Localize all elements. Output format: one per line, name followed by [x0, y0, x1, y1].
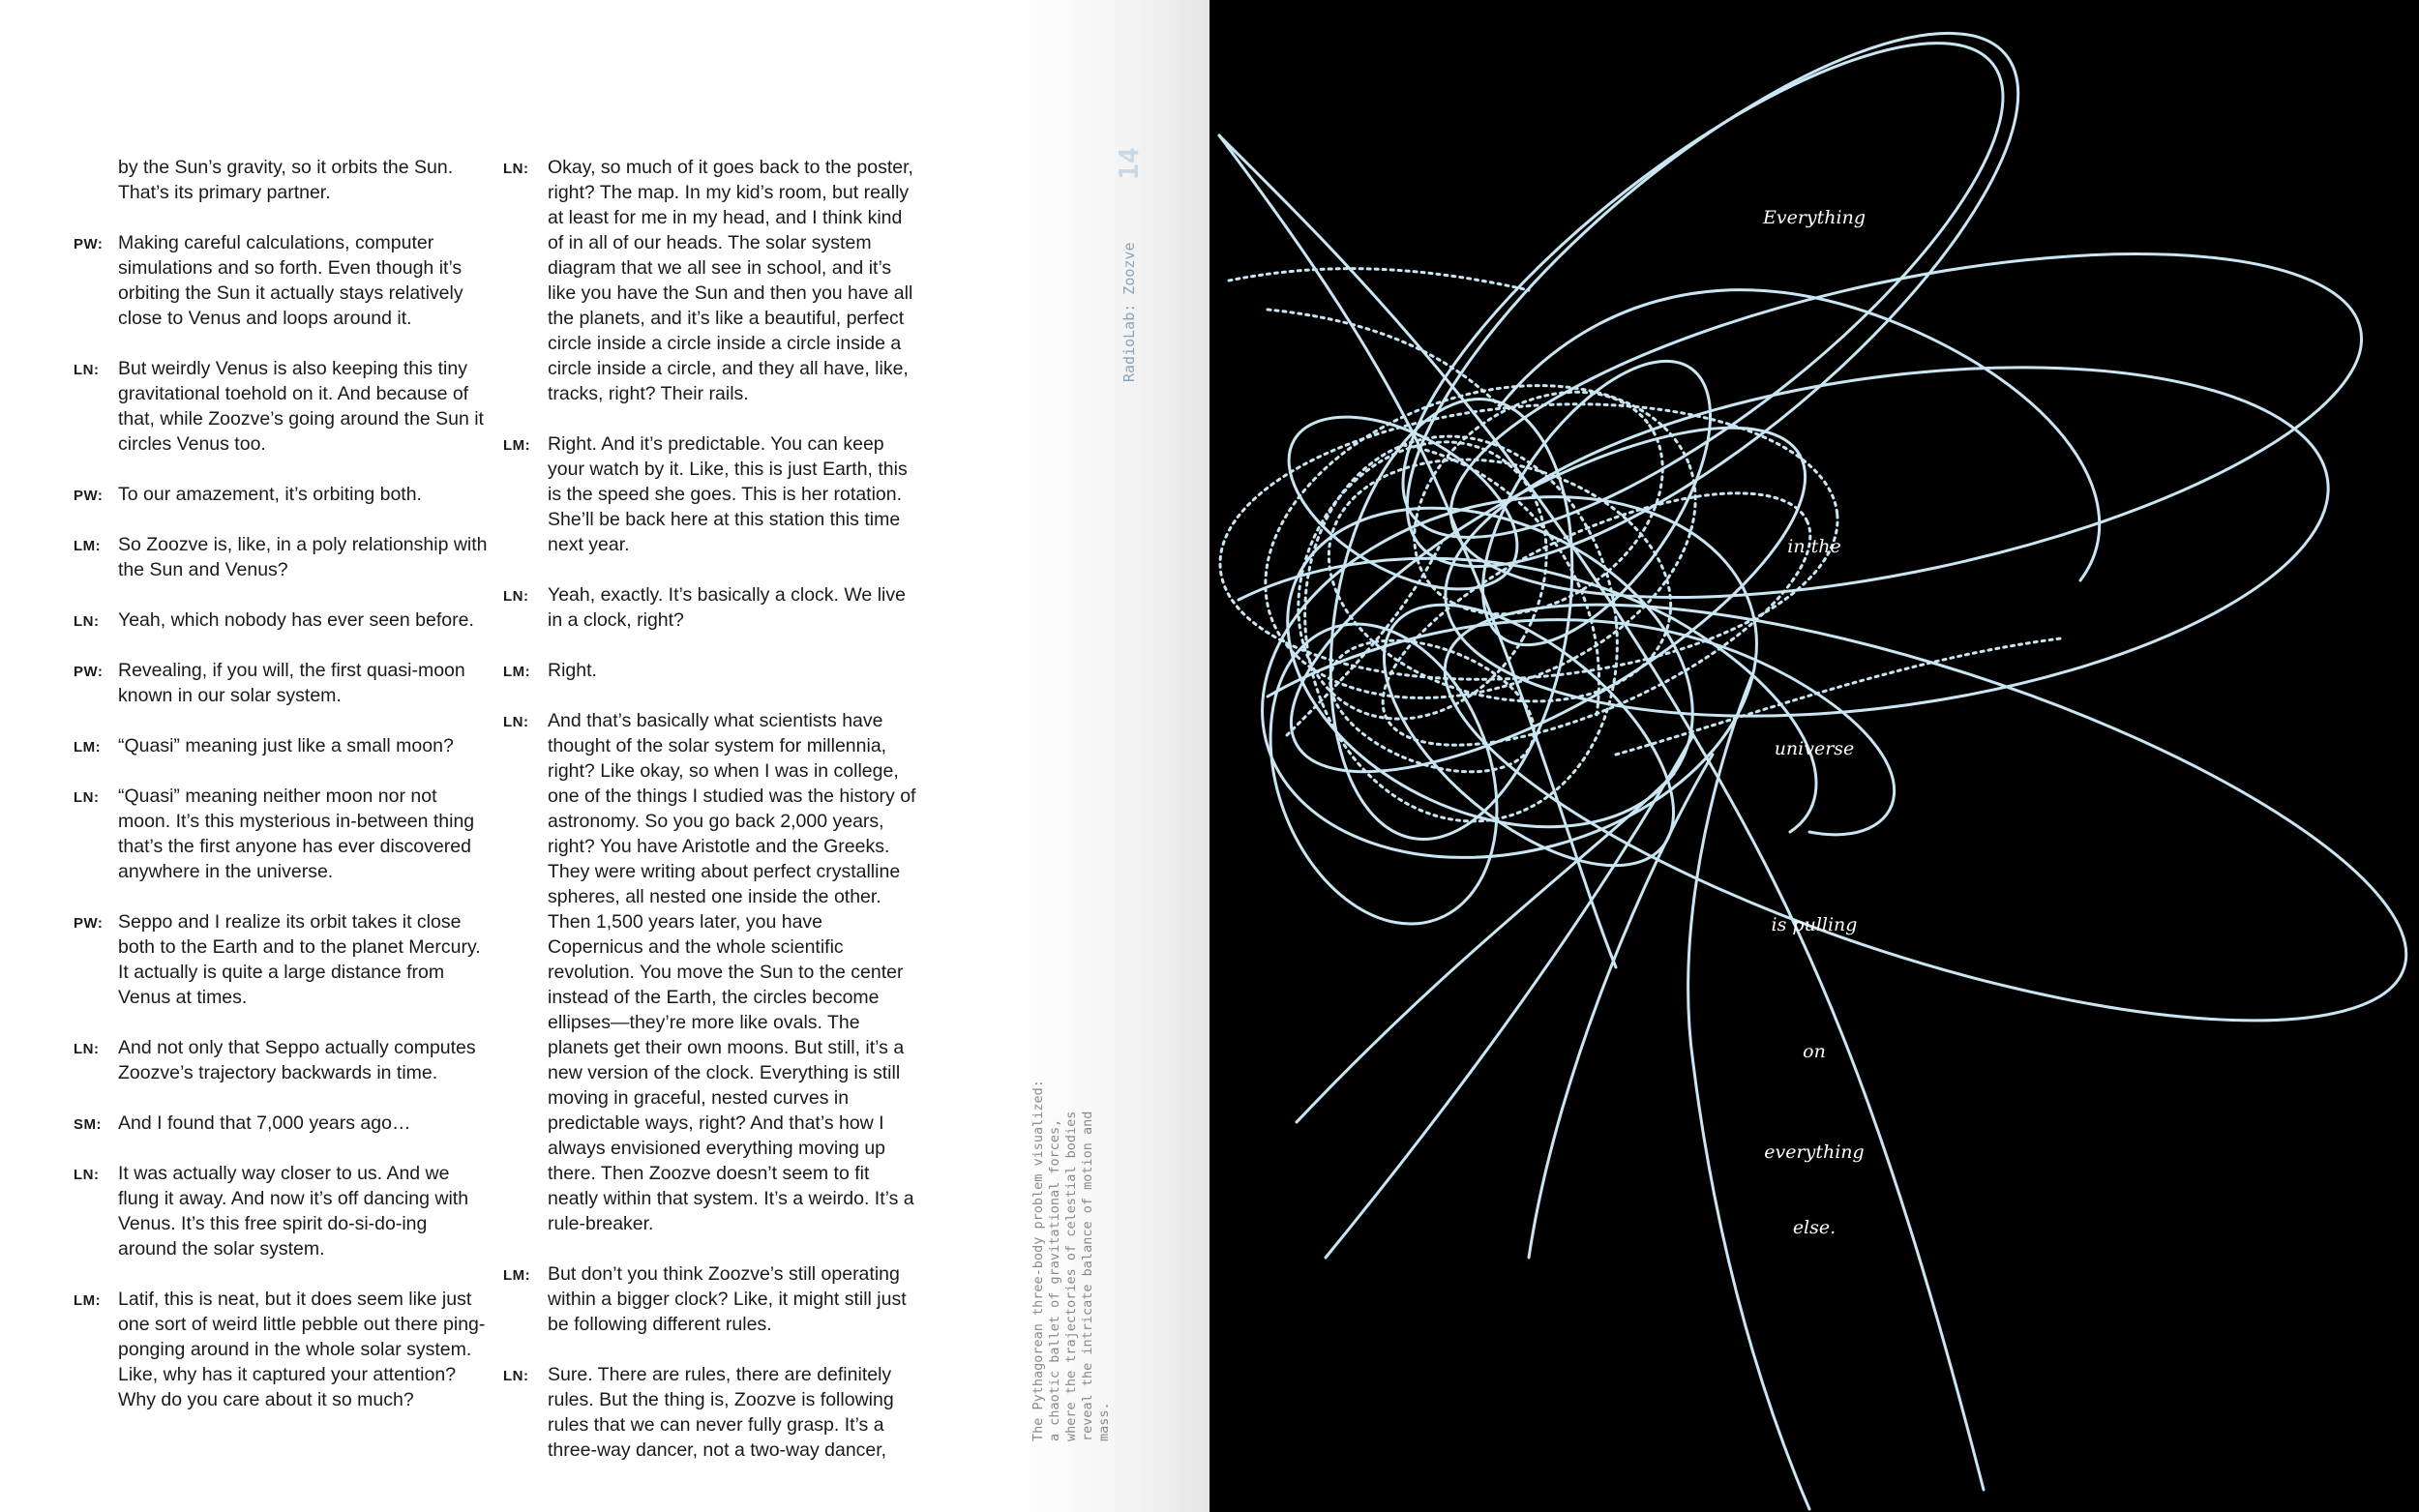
speaker-label: PW: — [74, 915, 104, 932]
orbit-loop — [1402, 519, 2419, 1107]
dialogue-text: Sure. There are rules, there are definitely rules. But the thing is, Zoozve is following rules that we can never fully grasp. It’s a three-way dancer, not a two-way dancer, — [548, 1364, 894, 1461]
dialogue-text: Right. — [548, 660, 597, 681]
transcript-turn — [74, 784, 490, 884]
transcript-turn — [503, 582, 919, 633]
dialogue-text: Making careful calculations, computer simulations and so forth. Even though it’s orbiting the Sun it actually stays relatively close to Venus and loops around it. — [118, 232, 463, 329]
poem-line: on — [1803, 1041, 1826, 1062]
dialogue-text: “Quasi” meaning neither moon nor not moon. It’s this mysterious in-between thing that’s the first anyone has ever discovered anywhere in the universe. — [118, 786, 475, 882]
dialogue-text: Seppo and I realize its orbit takes it close both to the Earth and to the planet Mercury. It actually is quite a large distance from Venus at times. — [118, 911, 481, 1008]
speaker-label: PW: — [74, 236, 104, 252]
dotted-orbit-path — [1268, 310, 1500, 406]
transcript-turn — [74, 356, 490, 457]
running-head: RadioLab: Zoozve — [1120, 242, 1138, 382]
dialogue-text: by the Sun’s gravity, so it orbits the Sun. That’s its primary partner. — [118, 157, 454, 203]
dialogue-text: To our amazement, it’s orbiting both. — [118, 484, 422, 505]
transcript-turn — [503, 1261, 919, 1337]
transcript-turn — [503, 1362, 919, 1463]
transcript-turn — [503, 431, 919, 557]
poem-line: else. — [1792, 1217, 1837, 1238]
dialogue-text: Yeah, which nobody has ever seen before. — [118, 609, 474, 631]
transcript-turn — [74, 658, 490, 708]
dotted-orbit-lines — [1210, 269, 2061, 846]
transcript-turn — [74, 155, 490, 205]
poem-line: universe — [1774, 738, 1855, 759]
orbit-loop — [1421, 187, 2390, 664]
page-number: 14 — [1113, 147, 1145, 180]
dialogue-text: Okay, so much of it goes back to the poster, right? The map. In my kid’s room, but really at least for me in my head, and I think kind of in all of our heads. The solar system diagram that we all see in school, and it’s like you have the Sun and then you have all the planets, and it’s like a beautiful, perfect circle inside a circle inside a circle inside a circle inside a circle, and they all have, like, tracks, right? Their rails. — [548, 157, 913, 404]
speaker-label: PW: — [74, 664, 104, 680]
dialogue-text: Latif, this is neat, but it does seem like just one sort of weird little pebble out there ping-ponging around in the whole solar system. Like, why has it captured your attention? Why do you care about it so much? — [118, 1289, 486, 1410]
dialogue-text: Revealing, if you will, the first quasi-moon known in our solar system. — [118, 660, 465, 706]
transcript-turn — [503, 658, 919, 683]
dialogue-text: But don’t you think Zoozve’s still operating within a bigger clock? Like, it might still just be following different rules. — [548, 1263, 907, 1335]
dialogue-text: Yeah, exactly. It’s basically a clock. We live in a clock, right? — [548, 584, 906, 631]
dialogue-text: But weirdly Venus is also keeping this tiny gravitational toehold on it. And because of that, while Zoozve’s going around the Sun it circles Venus too. — [118, 358, 484, 455]
dialogue-text: And I found that 7,000 years ago… — [118, 1112, 411, 1134]
speaker-label: SM: — [74, 1116, 102, 1133]
orbit-path — [1326, 735, 1693, 1258]
orbit-path — [1688, 677, 1809, 1509]
transcript-turn — [74, 230, 490, 331]
dialogue-text: Right. And it’s predictable. You can keep your watch by it. Like, this is just Earth, this is the speed she goes. This is her rotation. She’ll be back here at this station this time next year. — [548, 433, 908, 555]
speaker-label: LM: — [503, 437, 531, 454]
transcript-turn — [74, 1161, 490, 1261]
transcript-turn — [74, 1287, 490, 1412]
speaker-label: LN: — [74, 362, 100, 378]
speaker-label: PW: — [74, 488, 104, 504]
transcript-turn — [503, 708, 919, 1236]
speaker-label: LN: — [503, 1368, 529, 1384]
poem-line: in the — [1787, 536, 1841, 557]
speaker-label: LN: — [74, 1041, 100, 1057]
figure-caption: The Pythagorean three-body problem visualized: a chaotic ballet of gravitational forces, where the trajectories of celestial bodies reveal the intricate balance of motion and mass. — [1030, 1080, 1112, 1441]
speaker-label: LM: — [74, 739, 102, 756]
transcript-turn — [74, 1035, 490, 1085]
speaker-label: LN: — [503, 714, 529, 730]
speaker-label: LM: — [74, 538, 102, 554]
poem-line: is pulling — [1771, 914, 1858, 935]
transcript-column-right — [503, 155, 919, 1488]
dotted-orbit-loop — [1372, 346, 1705, 660]
dialogue-text: “Quasi” meaning just like a small moon? — [118, 735, 454, 756]
transcript-turn — [74, 482, 490, 507]
transcript-turn — [74, 1111, 490, 1136]
transcript-turn — [74, 909, 490, 1010]
speaker-label: LN: — [74, 1167, 100, 1183]
speaker-label: LN: — [503, 588, 529, 605]
speaker-label: LM: — [503, 1267, 531, 1284]
dotted-orbit-path — [1616, 638, 2061, 755]
poem-line: Everything — [1762, 207, 1866, 228]
speaker-label: LM: — [74, 1292, 102, 1309]
transcript-turn — [74, 532, 490, 582]
transcript-turn — [503, 155, 919, 406]
orbit-loop — [1336, 0, 2071, 615]
transcript-turn — [74, 733, 490, 758]
speaker-label: LN: — [503, 161, 529, 177]
dialogue-text: And not only that Seppo actually computes Zoozve’s trajectory backwards in time. — [118, 1037, 476, 1083]
dotted-orbit-path — [1403, 445, 1599, 716]
speaker-label: LN: — [74, 613, 100, 630]
dotted-orbit-path — [1229, 269, 1529, 290]
transcript-column-left — [74, 155, 490, 1438]
speaker-label: LM: — [503, 664, 531, 680]
right-page-illustration — [1210, 0, 2419, 1512]
dialogue-text: It was actually way closer to us. And we flung it away. And now it’s off dancing with Venus. It’s this free spirit do-si-do-ing around the solar system. — [118, 1163, 469, 1260]
poem-line: everything — [1764, 1141, 1865, 1163]
dialogue-text: And that’s basically what scientists have thought of the solar system for millennia, right? Like okay, so when I was in college, one of the things I studied was the history of astronomy. So you go back 2,000 years, right? You have Aristotle and the Greeks. They were writing about perfect crystalline spheres, all nested one inside the other. Then 1,500 years later, you have Copernicus and the whole scientific revolution. You move the Sun to the center instead of the Earth, the circles become ellipses—they’re more like ovals. The planets get their own moons. But still, it’s a new version of the clock. Everything is still moving in graceful, nested curves in predictable ways, right? And that’s how I always envisioned everything moving up there. Then Zoozve doesn’t seem to fit neatly within that system. It’s a weirdo. It’s a rule-breaker. — [548, 710, 916, 1234]
transcript-turn — [74, 608, 490, 633]
dialogue-text: So Zoozve is, like, in a poly relationship with the Sun and Venus? — [118, 534, 488, 580]
orbit-path — [1529, 755, 1713, 1258]
speaker-label: LN: — [74, 789, 100, 806]
